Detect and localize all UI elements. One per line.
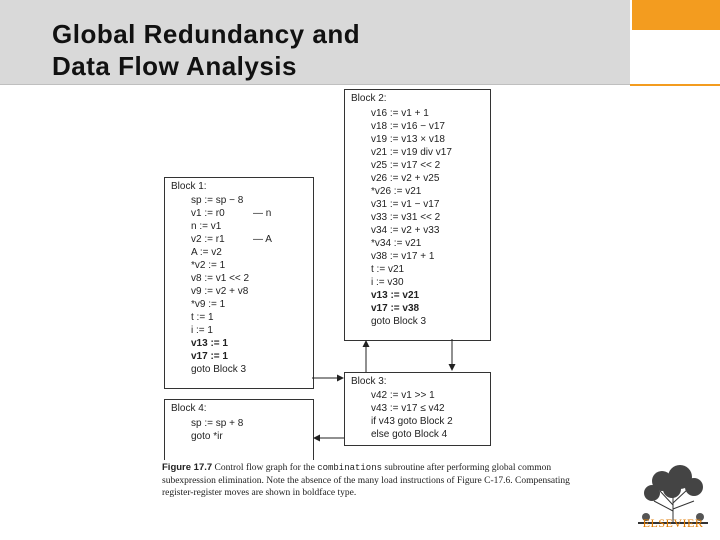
- block-1-line: *v9 := 1: [191, 299, 226, 310]
- block-2-line: v33 := v31 << 2: [371, 212, 441, 223]
- block-2-line: goto Block 3: [371, 316, 427, 327]
- block-2-line: *v34 := v21: [371, 238, 422, 249]
- block-2-line: v17 := v38: [371, 303, 420, 314]
- block-4-title: Block 4:: [171, 403, 207, 414]
- publisher-logo-text: ELSEVIER: [642, 516, 704, 530]
- block-1-line: sp := sp − 8: [191, 195, 244, 206]
- block-2-title: Block 2:: [351, 93, 387, 104]
- block-1-line: v9 := v2 + v8: [191, 286, 249, 297]
- block-1-comment-n: — n: [253, 208, 272, 219]
- caption-text-after: subroutine after performing global common subexpression elimination. Note the absence of the many load instructions of Figure C-17.6. Compensating register-register moves are shown in boldface type.: [162, 463, 570, 498]
- block-3-line: v42 := v1 >> 1: [371, 390, 435, 401]
- block-1-line: v17 := 1: [191, 351, 228, 362]
- block-1-comment-A: — A: [253, 234, 272, 245]
- block-2-line: v31 := v1 − v17: [371, 199, 440, 210]
- block-2-line: i := v30: [371, 277, 404, 288]
- block-1-title: Block 1:: [171, 181, 207, 192]
- block-2-line: v19 := v13 × v18: [371, 134, 445, 145]
- block-2-line: v38 := v17 + 1: [371, 251, 435, 262]
- block-1-line: A := v2: [191, 247, 222, 258]
- block-2-line: *v26 := v21: [371, 186, 422, 197]
- slide-header: [0, 0, 630, 85]
- figure-caption: [162, 462, 582, 500]
- block-2-line: v21 := v19 div v17: [371, 147, 452, 158]
- block-1-line: v2 := r1: [191, 234, 225, 245]
- block-4-line: sp := sp + 8: [191, 418, 244, 429]
- block-3-title: Block 3:: [351, 376, 387, 387]
- block-3-line: if v43 goto Block 2: [371, 416, 453, 427]
- slide-title: [52, 18, 360, 82]
- block-4-line: goto *ir: [191, 431, 223, 442]
- figure-area: [160, 86, 576, 450]
- block-2-line: t := v21: [371, 264, 405, 275]
- block-2-line: v25 := v17 << 2: [371, 160, 441, 171]
- block-1-line: v8 := v1 << 2: [191, 273, 250, 284]
- block-1-line: i := 1: [191, 325, 213, 336]
- block-2-line: v34 := v2 + v33: [371, 225, 440, 236]
- block-1-line: *v2 := 1: [191, 260, 226, 271]
- caption-text-before: Control flow graph for the: [214, 463, 315, 473]
- block-1-line: n := v1: [191, 221, 222, 232]
- flow-arrows: [160, 86, 576, 450]
- block-1-line: v13 := 1: [191, 338, 228, 349]
- block-3-line: v43 := v17 ≤ v42: [371, 403, 445, 414]
- block-2-line: v26 := v2 + v25: [371, 173, 440, 184]
- accent-bar: [632, 0, 720, 30]
- block-2-line: v13 := v21: [371, 290, 420, 301]
- block-1-line: goto Block 3: [191, 364, 247, 375]
- slide-title-line1: Global Redundancy and: [52, 19, 361, 49]
- block-3-line: else goto Block 4: [371, 429, 448, 440]
- block-2-line: v16 := v1 + 1: [371, 108, 429, 119]
- caption-code: combinations: [317, 463, 382, 473]
- block-1-line: v1 := r0: [191, 208, 225, 219]
- block-1-line: t := 1: [191, 312, 214, 323]
- accent-line: [630, 84, 720, 86]
- block-2-line: v18 := v16 − v17: [371, 121, 445, 132]
- slide-title-line2: Data Flow Analysis: [52, 51, 297, 81]
- figure-label: Figure 17.7: [162, 462, 213, 473]
